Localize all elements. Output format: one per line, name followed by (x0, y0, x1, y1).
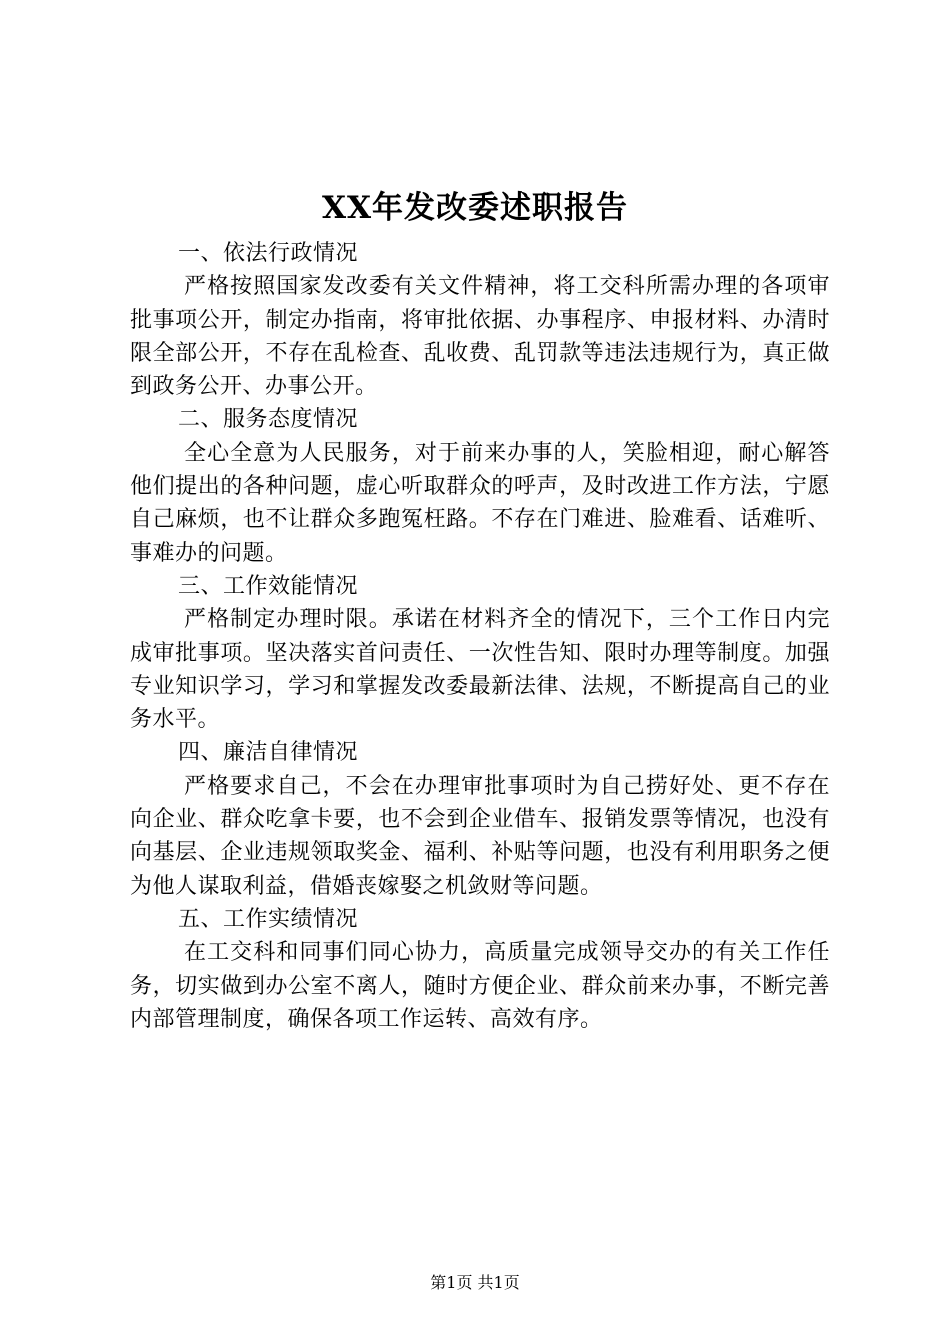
section-paragraph-2: 全心全意为人民服务，对于前来办事的人，笑脸相迎，耐心解答他们提出的各种问题，虚心听取群众的呼声，及时改进工作方法，宁愿自己麻烦，也不让群众多跑冤枉路。不存在门难进、脸难看、话难听、事难办的问题。 (130, 440, 830, 566)
section-heading-5: 五、工作实绩情况 (178, 906, 359, 932)
section-paragraph-1: 严格按照国家发改委有关文件精神，将工交科所需办理的各项审批事项公开，制定办指南，将审批依据、办事程序、申报材料、办清时限全部公开，不存在乱检查、乱收费、乱罚款等违法违规行为，真正做到政务公开、办事公开。 (130, 274, 830, 400)
document-body (130, 237, 830, 1036)
section-heading-2: 二、服务态度情况 (178, 407, 359, 433)
document-title: XX年发改委述职报告 (321, 190, 629, 226)
section-heading-4: 四、廉洁自律情况 (178, 740, 359, 766)
section-heading-3: 三、工作效能情况 (178, 573, 359, 599)
section-paragraph-4: 严格要求自己，不会在办理审批事项时为自己捞好处、更不存在向企业、群众吃拿卡要，也不会到企业借车、报销发票等情况，也没有向基层、企业违规领取奖金、福利、补贴等问题，也没有利用职务之便为他人谋取利益，借婚丧嫁娶之机敛财等问题。 (130, 773, 830, 899)
section-paragraph-3: 严格制定办理时限。承诺在材料齐全的情况下，三个工作日内完成审批事项。坚决落实首问责任、一次性告知、限时办理等制度。加强专业知识学习，学习和掌握发改委最新法律、法规，不断提高自己的业务水平。 (130, 607, 830, 733)
section-heading-1: 一、依法行政情况 (178, 241, 359, 266)
section-paragraph-5: 在工交科和同事们同心协力，高质量完成领导交办的有关工作任务，切实做到办公室不离人，随时方便企业、群众前来办事，不断完善内部管理制度，确保各项工作运转、高效有序。 (130, 940, 830, 1032)
page-number-footer: 第1页 共1页 (430, 1273, 520, 1292)
